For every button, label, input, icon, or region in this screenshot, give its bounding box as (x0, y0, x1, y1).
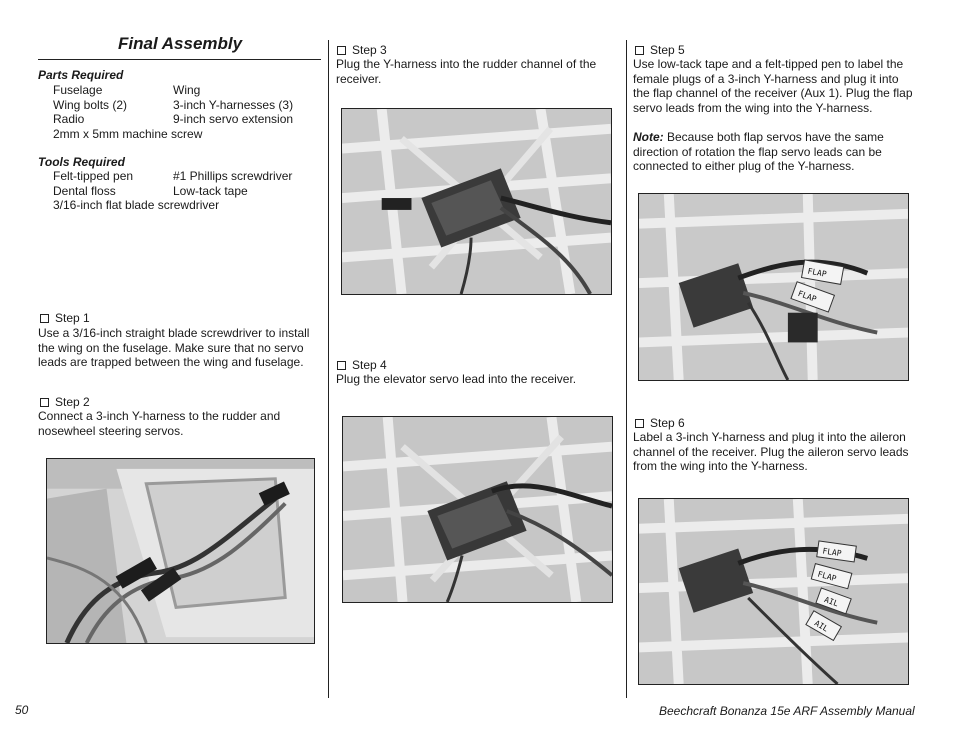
flap-tag-2: FLAP (816, 569, 838, 584)
step-4-photo (342, 416, 613, 603)
flap-tag-2: FLAP (796, 288, 818, 304)
page-number: 50 (15, 703, 29, 717)
step-6-text: Label a 3-inch Y-harness and plug it into the aileron channel of the receiver. Plug the aileron servo leads from the wing into the Y-harness. (633, 430, 909, 474)
title-underline (38, 59, 321, 60)
step-5-checkbox[interactable]: Step 5 (635, 43, 685, 57)
parts-row: 2mm x 5mm machine screw (53, 126, 203, 141)
step-2-checkbox[interactable]: Step 2 (40, 395, 90, 409)
checkbox-icon (40, 398, 49, 407)
step-2-photo (46, 458, 315, 644)
checkbox-icon (635, 419, 644, 428)
step-4-text: Plug the elevator servo lead into the receiver. (336, 372, 577, 386)
column-divider-right (626, 40, 627, 698)
flap-tag-1: FLAP (806, 266, 828, 279)
checkbox-icon (635, 46, 644, 55)
tools-row: Felt-tipped pen #1 Phillips screwdriver (53, 169, 293, 183)
checkbox-icon (337, 361, 346, 370)
tools-row: Dental floss Low-tack tape (53, 183, 248, 198)
step-1-text: Use a 3/16-inch straight blade screwdriver to install the wing on the fuselage. Make sure that no servo leads are trapped between the wing and fuselage. (38, 326, 310, 370)
step-4-checkbox[interactable]: Step 4 (337, 358, 387, 372)
manual-title: Beechcraft Bonanza 15e ARF Assembly Manual (659, 704, 915, 718)
parts-row: Wing bolts (2) 3-inch Y-harnesses (3) (53, 97, 294, 112)
parts-list (53, 83, 323, 141)
parts-row: Radio 9-inch servo extension (53, 112, 294, 126)
tools-list (53, 169, 323, 213)
checkbox-icon (337, 46, 346, 55)
step-3-text: Plug the Y-harness into the rudder channel of the receiver. (336, 57, 597, 86)
step-5-text: Use low-tack tape and a felt-tipped pen to label the female plugs of a 3-inch Y-harness and plug it into the flap channel of the receiver (Aux 1). Plug the flap servo leads from the wing into the Y-harness. (633, 57, 913, 115)
step-2-text: Connect a 3-inch Y-harness to the rudder and nosewheel steering servos. (38, 409, 281, 438)
step-6-checkbox[interactable]: Step 6 (635, 416, 685, 430)
parts-row: Fuselage Wing (53, 83, 201, 97)
parts-heading: Parts Required (38, 68, 124, 82)
checkbox-icon (40, 314, 49, 323)
step-6-photo (638, 498, 909, 685)
step-5-photo (638, 193, 909, 381)
step-5-note: Note: Because both flap servos have the same direction of rotation the flap servo leads can be connected to either plug of the Y-harness. (633, 130, 884, 174)
ail-tag-2: AIL (812, 618, 830, 634)
ail-tag-1: AIL (823, 595, 840, 609)
note-label: Note: (633, 130, 664, 144)
step-3-checkbox[interactable]: Step 3 (337, 43, 387, 57)
flap-tag-1: FLAP (821, 546, 843, 559)
tools-heading: Tools Required (38, 155, 125, 169)
tools-row: 3/16-inch flat blade screwdriver (53, 198, 220, 212)
step-3-photo (341, 108, 612, 295)
column-divider-left (328, 40, 329, 698)
page-title: Final Assembly (118, 34, 243, 53)
step-1-checkbox[interactable]: Step 1 (40, 311, 90, 325)
